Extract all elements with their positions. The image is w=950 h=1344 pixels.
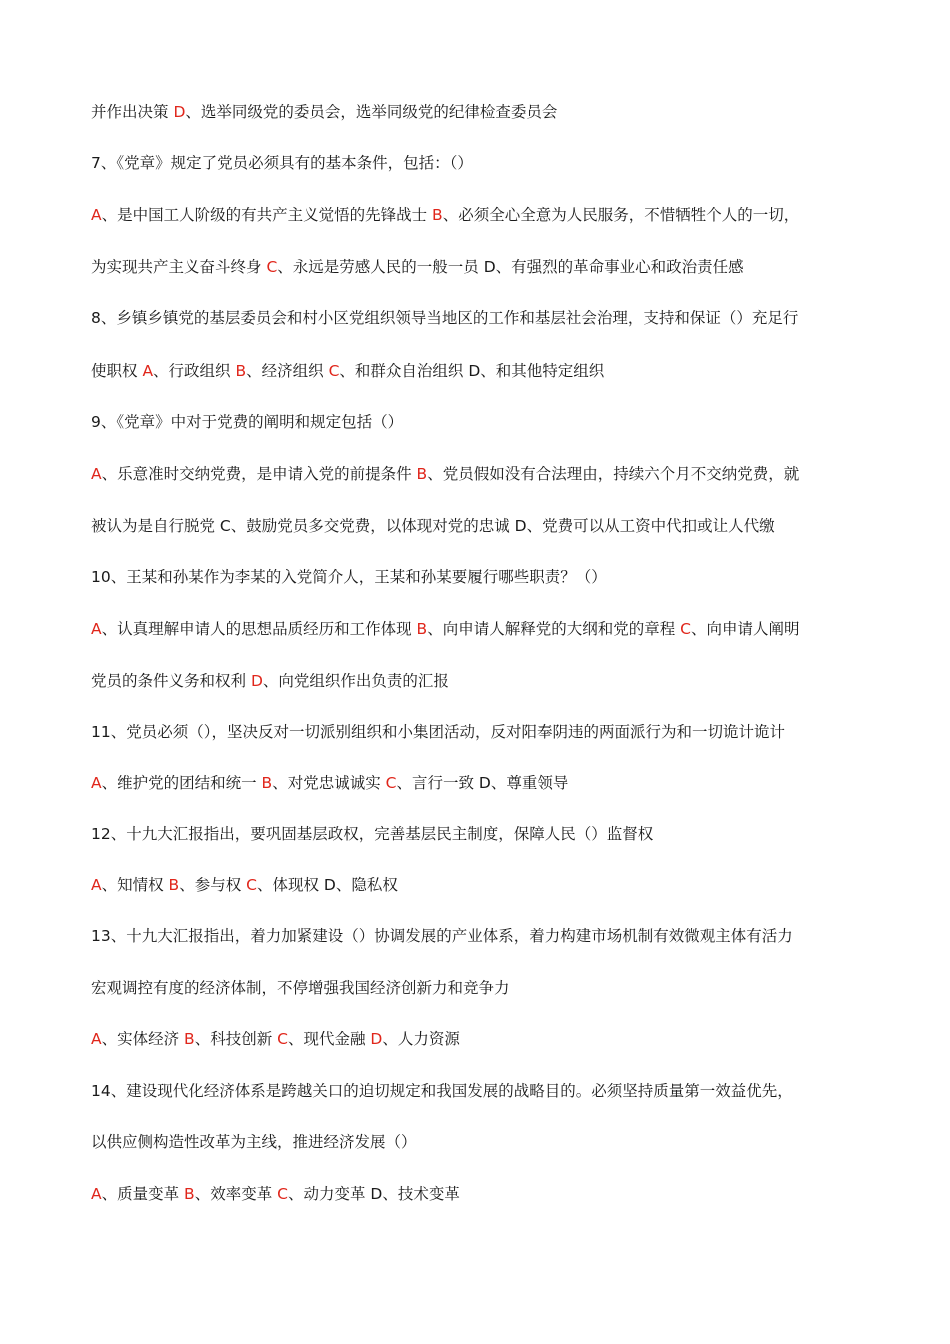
option-letter: A — [91, 465, 102, 483]
text-line — [91, 1183, 881, 1205]
text-segment: 9、《党章》中对于党费的阐明和规定包括（） — [91, 413, 404, 431]
text-segment: 12、十九大汇报指出，要巩固基层政权，完善基层民主制度，保障人民（）监督权 — [91, 825, 654, 843]
option-letter: A — [91, 1030, 102, 1048]
text-line — [91, 152, 881, 174]
text-line — [91, 204, 881, 226]
text-segment: 、乐意准时交纳党费，是申请入党的前提条件 — [101, 465, 417, 483]
text-line — [91, 772, 881, 794]
text-line — [91, 823, 881, 845]
text-segment: 、知情权 — [101, 876, 169, 894]
text-line — [91, 515, 881, 537]
text-segment: 、科技创新 — [194, 1030, 278, 1048]
option-letter: C — [277, 1030, 288, 1048]
option-letter: C — [385, 774, 397, 792]
text-segment: 、向党组织作出负责的汇报 — [262, 672, 449, 690]
text-segment: 、实体经济 — [101, 1030, 185, 1048]
text-line — [91, 256, 881, 278]
text-segment: 、体现权 D、隐私权 — [256, 876, 398, 894]
option-letter: C — [266, 258, 278, 276]
text-segment: 、维护党的团结和统一 — [101, 774, 262, 792]
option-letter: D — [173, 103, 186, 121]
text-segment: 7、《党章》规定了党员必须具有的基本条件，包括：（） — [91, 154, 473, 172]
option-letter: B — [416, 465, 428, 483]
text-segment: 、向申请人解释党的大纲和党的章程 — [427, 620, 681, 638]
text-line — [91, 1080, 881, 1102]
text-segment: 、人力资源 — [382, 1030, 460, 1048]
text-segment: 13、十九大汇报指出，着力加紧建设（）协调发展的产业体系，着力构建市场机制有效微观主体有活力 — [91, 927, 793, 945]
text-segment: 、和群众自治组织 D、和其他特定组织 — [339, 362, 605, 380]
text-segment: 、必须全心全意为人民服务，不惜牺牲个人的一切， — [442, 206, 800, 224]
text-segment: 、经济组织 — [246, 362, 329, 380]
text-segment: 、言行一致 D、尊重领导 — [396, 774, 569, 792]
option-letter: C — [680, 620, 691, 638]
text-segment: 14、建设现代化经济体系是跨越关口的迫切规定和我国发展的战略目的。必须坚持质量第一效益优先， — [91, 1082, 793, 1100]
text-segment: 党员的条件义务和权利 — [91, 672, 251, 690]
text-line — [91, 101, 881, 123]
option-letter: D — [370, 1030, 383, 1048]
text-segment: 、党员假如没有合法理由，持续六个月不交纳党费，就 — [427, 465, 800, 483]
text-line — [91, 1028, 881, 1050]
text-segment: 、认真理解申请人的思想品质经历和工作体现 — [101, 620, 417, 638]
text-segment: 、行政组织 — [153, 362, 236, 380]
text-segment: 、参与权 — [179, 876, 247, 894]
text-segment: 、是中国工人阶级的有共产主义觉悟的先锋战士 — [101, 206, 433, 224]
text-segment: 以供应侧构造性改革为主线，推进经济发展（） — [91, 1133, 417, 1151]
text-segment: 并作出决策 — [91, 103, 174, 121]
text-segment: 使职权 — [91, 362, 143, 380]
text-line — [91, 411, 881, 433]
text-line — [91, 874, 881, 896]
text-line — [91, 670, 881, 692]
text-segment: 为实现共产主义奋斗终身 — [91, 258, 267, 276]
text-segment: 、对党忠诚诚实 — [272, 774, 386, 792]
option-letter: A — [91, 620, 102, 638]
option-letter: B — [235, 362, 247, 380]
text-segment: 、选举同级党的委员会，选举同级党的纪律检查委员会 — [185, 103, 558, 121]
option-letter: A — [91, 774, 102, 792]
option-letter: A — [91, 876, 102, 894]
option-letter: B — [432, 206, 443, 224]
option-letter: B — [184, 1185, 195, 1203]
option-letter: C — [328, 362, 340, 380]
text-segment: 、向申请人阐明 — [690, 620, 800, 638]
text-line — [91, 925, 881, 947]
text-segment: 、永远是劳感人民的一般一员 D、有强烈的革命事业心和政治责任感 — [277, 258, 744, 276]
text-line — [91, 977, 881, 999]
option-letter: B — [416, 620, 428, 638]
text-line — [91, 566, 881, 588]
option-letter: B — [168, 876, 180, 894]
option-letter: B — [184, 1030, 195, 1048]
option-letter: D — [250, 672, 263, 690]
option-letter: A — [91, 206, 102, 224]
text-segment: 、质量变革 — [101, 1185, 185, 1203]
text-segment: 、动力变革 D、技术变革 — [287, 1185, 460, 1203]
text-segment: 11、党员必须（），坚决反对一切派别组织和小集团活动，反对阳奉阴违的两面派行为和一切诡计诡计 — [91, 723, 785, 741]
option-letter: B — [261, 774, 273, 792]
text-line — [91, 1131, 881, 1153]
option-letter: A — [142, 362, 154, 380]
text-line — [91, 463, 881, 485]
text-segment: 宏观调控有度的经济体制，不停增强我国经济创新力和竞争力 — [91, 979, 510, 997]
text-segment: 10、王某和孙某作为李某的入党简介人，王某和孙某要履行哪些职责？（） — [91, 568, 607, 586]
text-line — [91, 360, 881, 382]
text-line — [91, 307, 881, 329]
text-segment: 、现代金融 — [287, 1030, 371, 1048]
option-letter: C — [277, 1185, 288, 1203]
text-segment: 被认为是自行脱党 C、鼓励党员多交党费，以体现对党的忠诚 D、党费可以从工资中代扣或让人代缴 — [91, 517, 775, 535]
option-letter: A — [91, 1185, 102, 1203]
option-letter: C — [246, 876, 257, 894]
text-segment: 、效率变革 — [194, 1185, 278, 1203]
text-segment: 8、乡镇乡镇党的基层委员会和村小区党组织领导当地区的工作和基层社会治理，支持和保证（）充足行 — [91, 309, 799, 327]
text-line — [91, 721, 881, 743]
text-line — [91, 618, 881, 640]
